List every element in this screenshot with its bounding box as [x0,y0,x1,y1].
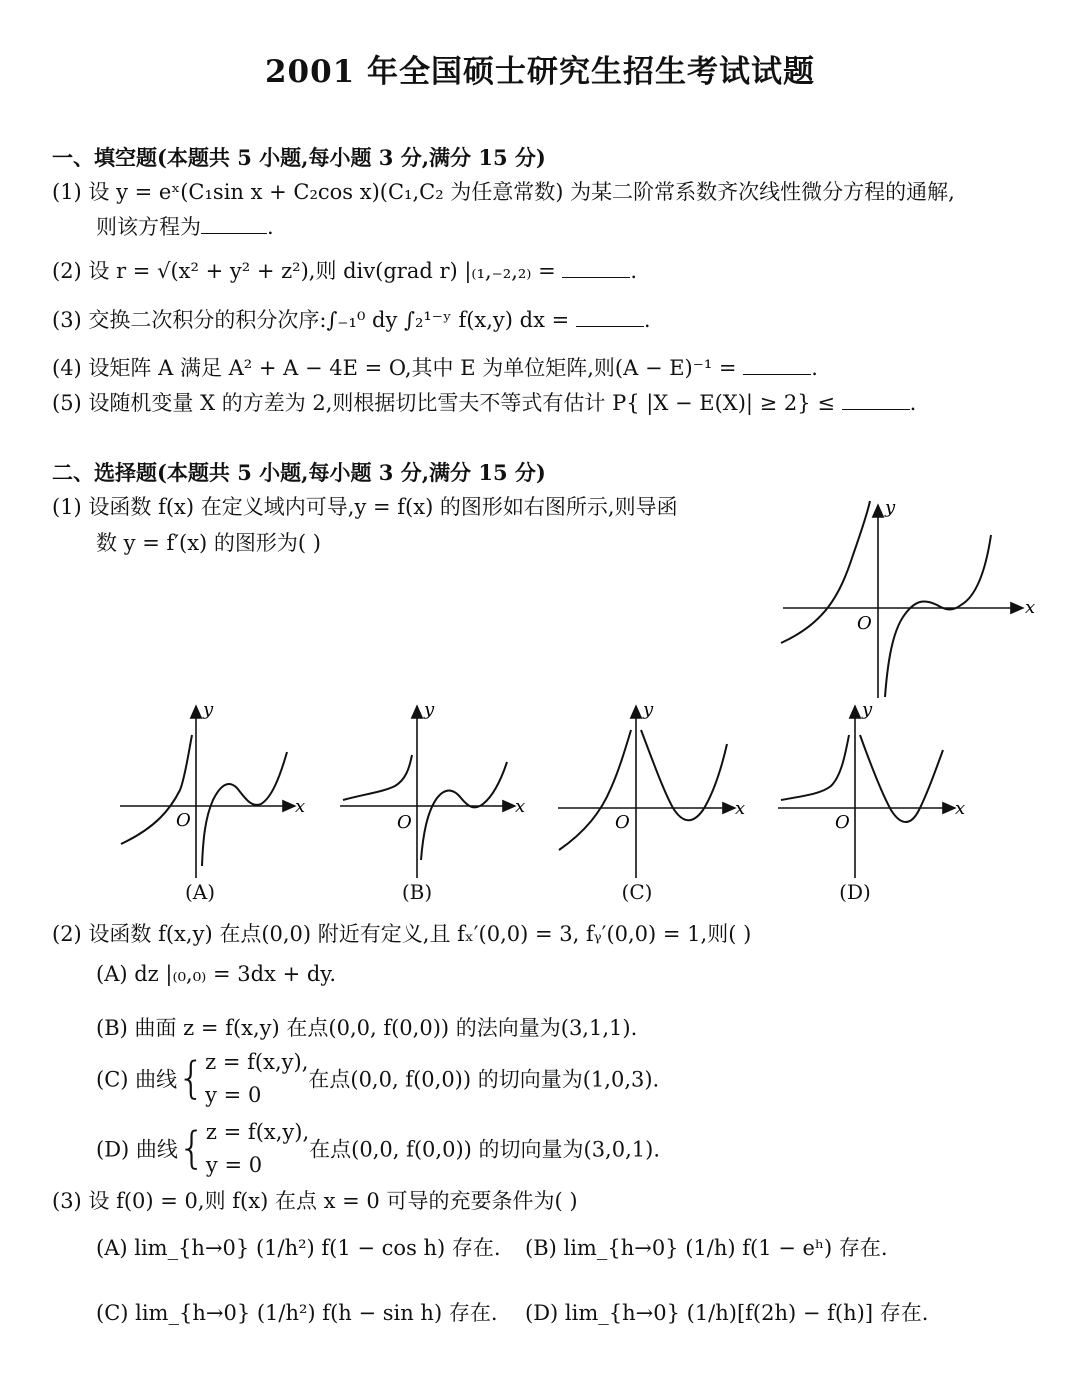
origin-label: O [397,812,412,833]
option-c-label: (C) 曲线 [96,1067,178,1092]
s2-q2-stem: (2) 设函数 f(x,y) 在点(0,0) 附近有定义,且 fₓ′(0,0) = 3, fᵧ′(0,0) = 1,则( ) [52,922,752,946]
s2-q2-option-d[interactable] [96,1116,660,1181]
equation-system [206,1116,309,1181]
brace: { [177,1052,206,1104]
origin-label: O [835,812,850,833]
x-axis-label: x [295,796,306,817]
y-axis-label: y [885,497,896,518]
caption-c: (C) [621,880,653,904]
s2-q2-option-a[interactable]: (A) dz |₍₀,₀₎ = 3dx + dy. [96,962,337,986]
s2-q1-line1: (1) 设函数 f(x) 在定义域内可导,y = f(x) 的图形如右图所示,则导函 [52,495,678,519]
system-eq1: z = f(x,y), [205,1120,310,1144]
origin-label: O [615,812,630,833]
option-d-label: (D) 曲线 [96,1137,178,1162]
system-eq1: z = f(x,y), [205,1050,309,1074]
s2-q3-option-b[interactable]: (B) lim_{h→0} (1/h) f(1 − eʰ) 存在. [525,1236,888,1260]
x-axis-label: x [515,796,526,817]
caption-b: (B) [401,880,433,904]
answer-blank[interactable] [743,356,811,375]
option-c-tail: 在点(0,0, f(0,0)) 的切向量为(1,0,3). [308,1067,660,1092]
s2-q1-line2: 数 y = f′(x) 的图形为( ) [96,531,321,555]
answer-blank[interactable] [842,391,910,410]
x-axis-label: x [1025,597,1036,618]
s1-q4: (4) 设矩阵 A 满足 A² + A − 4E = O,其中 E 为单位矩阵,则(A − E)⁻¹ = . [52,356,818,380]
s1-q3-text: (3) 交换二次积分的积分次序:∫₋₁⁰ dy ∫₂¹⁻ʸ f(x,y) dx = [52,308,570,332]
s2-q3-stem: (3) 设 f(0) = 0,则 f(x) 在点 x = 0 可导的充要条件为( ) [52,1189,578,1213]
brace: { [177,1122,206,1174]
graph-f [775,495,1037,700]
y-axis-label: y [203,700,214,720]
y-axis-label: y [862,700,873,720]
x-axis-label: x [735,798,746,819]
equation-system [205,1046,308,1111]
s1-q4-text: (4) 设矩阵 A 满足 A² + A − 4E = O,其中 E 为单位矩阵,则(A − E)⁻¹ = [52,356,737,380]
s2-q2-option-b[interactable]: (B) 曲面 z = f(x,y) 在点(0,0, f(0,0)) 的法向量为(3,1,1). [96,1016,638,1040]
answer-blank[interactable] [201,215,267,234]
graph-option-d [773,700,973,880]
s2-q3-option-d[interactable]: (D) lim_{h→0} (1/h)[f(2h) − f(h)] 存在. [525,1301,929,1325]
option-d-tail: 在点(0,0, f(0,0)) 的切向量为(3,0,1). [309,1137,660,1162]
s1-q2: (2) 设 r = √(x² + y² + z²),则 div(grad r) |₍₁,₋₂,₂₎ = . [52,259,638,283]
system-eq2: y = 0 [205,1082,262,1107]
s2-q3-option-c[interactable]: (C) lim_{h→0} (1/h²) f(h − sin h) 存在. [96,1301,498,1325]
s1-q1-line1: (1) 设 y = eˣ(C₁sin x + C₂cos x)(C₁,C₂ 为任意常数) 为某二阶常系数齐次线性微分方程的通解, [52,180,955,204]
s2-q2-option-c[interactable] [96,1046,659,1111]
s1-q1-line2-text: 则该方程为 [96,215,201,239]
page-title: 2001 年全国硕士研究生招生考试试题 [264,54,816,90]
origin-label: O [857,613,872,634]
graph-option-c [553,700,753,880]
answer-blank[interactable] [576,308,644,327]
caption-a: (A) [184,880,216,904]
y-axis-label: y [643,700,654,720]
s1-q5: (5) 设随机变量 X 的方差为 2,则根据切比雪夫不等式有估计 P{ |X − E(X)| ≥ 2} ≤ . [52,391,917,415]
answer-blank[interactable] [562,259,630,278]
s1-q5-text: (5) 设随机变量 X 的方差为 2,则根据切比雪夫不等式有估计 P{ |X − E(X)| ≥ 2} ≤ [52,391,835,415]
graph-option-b [335,700,535,880]
s1-q1-line2: 则该方程为 . [96,215,274,239]
y-axis-label: y [424,700,435,720]
origin-label: O [176,810,191,831]
caption-d: (D) [839,880,871,904]
s1-q3: (3) 交换二次积分的积分次序:∫₋₁⁰ dy ∫₂¹⁻ʸ f(x,y) dx = . [52,308,651,332]
section2-heading: 二、选择题(本题共 5 小题,每小题 3 分,满分 15 分) [52,460,546,485]
x-axis-label: x [955,798,966,819]
s2-q3-option-a[interactable]: (A) lim_{h→0} (1/h²) f(1 − cos h) 存在. [96,1236,501,1260]
system-eq2: y = 0 [205,1152,263,1177]
section1-heading: 一、填空题(本题共 5 小题,每小题 3 分,满分 15 分) [52,145,546,170]
graph-option-a [115,700,315,880]
s1-q2-text: (2) 设 r = √(x² + y² + z²),则 div(grad r) |₍₁,₋₂,₂₎ = [52,259,556,283]
